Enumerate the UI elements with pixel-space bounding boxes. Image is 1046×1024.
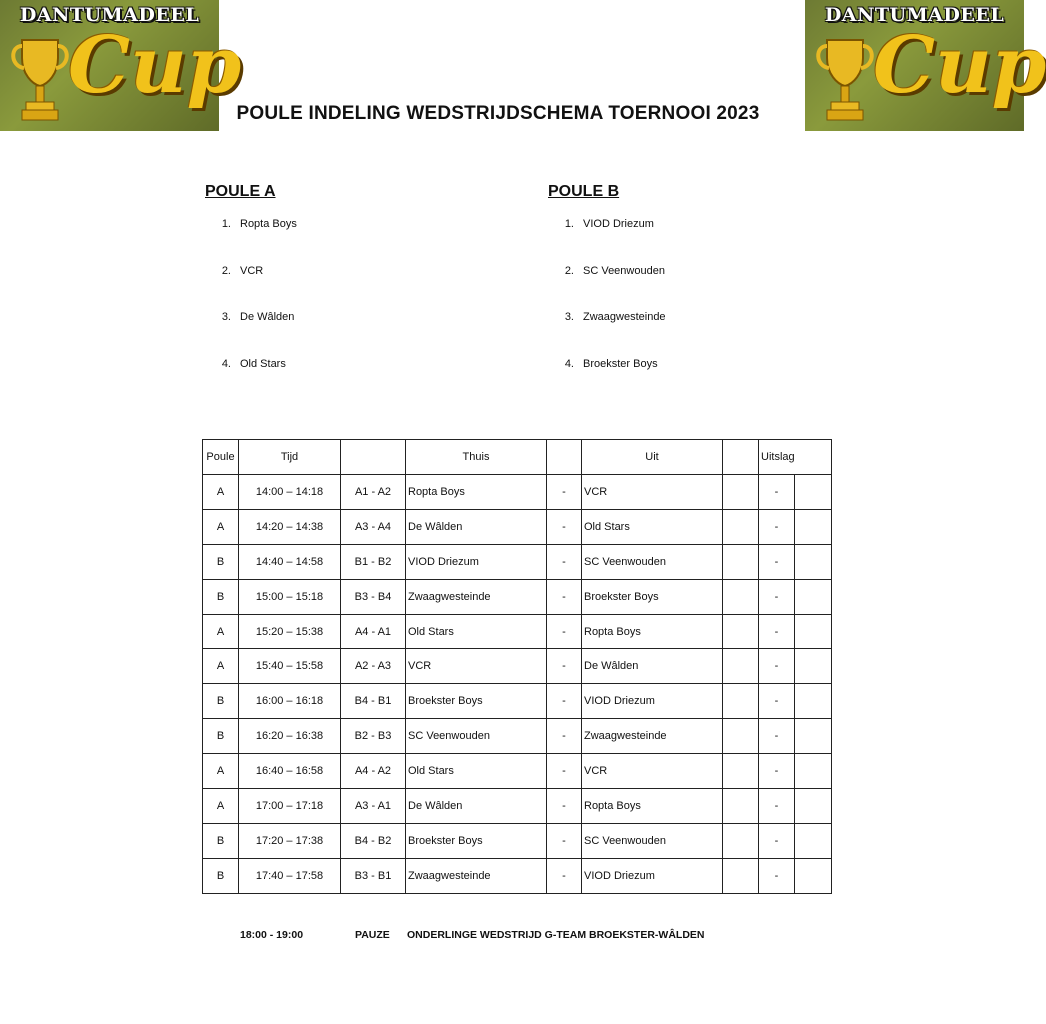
cell-tijd: 15:40 – 15:58 (239, 649, 341, 684)
cell-uit: De Wâlden (582, 649, 723, 684)
poule-a-team-list (205, 217, 505, 403)
pause-label: PAUZE (355, 929, 390, 941)
table-row (203, 789, 832, 824)
cell-uit: Old Stars (582, 509, 723, 544)
logo-banner-text: DANTUMADEEL (19, 4, 200, 26)
cell-poule: A (203, 475, 239, 510)
cell-uitslag: - (759, 649, 795, 684)
cell-tijd: 17:40 – 17:58 (239, 858, 341, 893)
cell-tijd: 14:20 – 14:38 (239, 509, 341, 544)
cell-poule: A (203, 649, 239, 684)
cell-separator: - (547, 858, 582, 893)
team-name: VCR (240, 264, 264, 277)
table-row (203, 858, 832, 893)
cell-separator: - (547, 475, 582, 510)
cell-separator: - (547, 823, 582, 858)
header-code (341, 440, 406, 475)
list-item: 2. VCR (221, 264, 264, 277)
cell-separator: - (547, 789, 582, 824)
cell-uitslag: - (759, 789, 795, 824)
cell-blank (723, 789, 759, 824)
cell-score-blank (795, 614, 832, 649)
poule-a-heading: POULE A (205, 183, 276, 200)
header-thuis: Thuis (406, 440, 547, 475)
cell-thuis: Ropta Boys (406, 475, 547, 510)
cell-separator: - (547, 579, 582, 614)
poule-b-section (548, 183, 848, 403)
cell-poule: A (203, 614, 239, 649)
table-header-row (203, 440, 832, 475)
cell-uit: Ropta Boys (582, 789, 723, 824)
cell-blank (723, 719, 759, 754)
cell-tijd: 17:00 – 17:18 (239, 789, 341, 824)
cell-uitslag: - (759, 719, 795, 754)
cell-uitslag: - (759, 684, 795, 719)
cell-thuis: SC Veenwouden (406, 719, 547, 754)
cell-match-code: B2 - B3 (341, 719, 406, 754)
table-row (203, 475, 832, 510)
header-tijd: Tijd (239, 440, 341, 475)
cell-score-blank (795, 684, 832, 719)
schedule-table (202, 439, 832, 894)
cell-thuis: De Wâlden (406, 789, 547, 824)
cell-match-code: B3 - B4 (341, 579, 406, 614)
cell-tijd: 17:20 – 17:38 (239, 823, 341, 858)
cell-score-blank (795, 858, 832, 893)
logo-script-text: Cup (68, 20, 242, 111)
list-item: 3. De Wâlden (221, 311, 295, 323)
list-item: 4. Old Stars (221, 357, 286, 370)
cell-score-blank (795, 823, 832, 858)
cell-thuis: Zwaagwesteinde (406, 858, 547, 893)
list-item: 3. Zwaagwesteinde (564, 311, 666, 323)
cell-thuis: Old Stars (406, 614, 547, 649)
table-row (203, 719, 832, 754)
list-item: 4. Broekster Boys (564, 357, 658, 370)
cell-thuis: VIOD Driezum (406, 544, 547, 579)
cell-uit: Broekster Boys (582, 579, 723, 614)
cell-score-blank (795, 754, 832, 789)
cell-score-blank (795, 649, 832, 684)
cell-thuis: Zwaagwesteinde (406, 579, 547, 614)
cell-separator: - (547, 649, 582, 684)
cell-separator: - (547, 719, 582, 754)
cell-blank (723, 614, 759, 649)
cell-score-blank (795, 509, 832, 544)
cell-uit: VIOD Driezum (582, 858, 723, 893)
cell-uit: Zwaagwesteinde (582, 719, 723, 754)
cell-uitslag: - (759, 614, 795, 649)
cell-poule: B (203, 544, 239, 579)
cell-score-blank (795, 579, 832, 614)
cell-separator: - (547, 509, 582, 544)
team-name: SC Veenwouden (583, 264, 665, 277)
cell-match-code: A3 - A1 (341, 789, 406, 824)
cell-thuis: VCR (406, 649, 547, 684)
poule-b-team-list (548, 217, 848, 403)
cell-match-code: B4 - B2 (341, 823, 406, 858)
cell-uit: SC Veenwouden (582, 823, 723, 858)
list-item: 2. SC Veenwouden (564, 264, 665, 277)
table-row (203, 509, 832, 544)
cell-blank (723, 579, 759, 614)
team-name: VIOD Driezum (583, 218, 654, 230)
cell-uitslag: - (759, 544, 795, 579)
cell-blank (723, 509, 759, 544)
table-row (203, 823, 832, 858)
cell-tijd: 16:00 – 16:18 (239, 684, 341, 719)
cell-blank (723, 754, 759, 789)
cell-uitslag: - (759, 754, 795, 789)
cell-tijd: 16:40 – 16:58 (239, 754, 341, 789)
team-name: Broekster Boys (583, 357, 658, 370)
cell-match-code: A3 - A4 (341, 509, 406, 544)
team-name: Old Stars (240, 357, 286, 370)
cell-poule: A (203, 509, 239, 544)
logo-banner-text: DANTUMADEEL (824, 4, 1005, 26)
page-title: POULE INDELING WEDSTRIJDSCHEMA TOERNOOI 2023 (236, 103, 760, 124)
cell-poule: A (203, 754, 239, 789)
pause-description: ONDERLINGE WEDSTRIJD G-TEAM BROEKSTER-WÂLDEN (407, 929, 705, 941)
table-row (203, 544, 832, 579)
cell-blank (723, 684, 759, 719)
header-uitslag: Uitslag (759, 440, 832, 475)
cell-match-code: A4 - A2 (341, 754, 406, 789)
cell-poule: B (203, 823, 239, 858)
cell-thuis: Broekster Boys (406, 684, 547, 719)
list-item: 1. VIOD Driezum (564, 218, 654, 230)
list-item: 1. Ropta Boys (221, 218, 297, 230)
pause-time: 18:00 - 19:00 (240, 929, 304, 941)
cell-match-code: A2 - A3 (341, 649, 406, 684)
cell-uit: VCR (582, 475, 723, 510)
table-row (203, 754, 832, 789)
table-row (203, 579, 832, 614)
team-name: Zwaagwesteinde (583, 311, 666, 323)
cell-tijd: 15:00 – 15:18 (239, 579, 341, 614)
cell-uit: VCR (582, 754, 723, 789)
cell-blank (723, 475, 759, 510)
cell-poule: A (203, 789, 239, 824)
team-name: De Wâlden (240, 311, 295, 323)
cell-blank (723, 823, 759, 858)
cell-tijd: 14:40 – 14:58 (239, 544, 341, 579)
cell-uitslag: - (759, 509, 795, 544)
cell-match-code: A4 - A1 (341, 614, 406, 649)
cell-tijd: 15:20 – 15:38 (239, 614, 341, 649)
poule-b-heading: POULE B (548, 183, 620, 200)
cell-poule: B (203, 579, 239, 614)
cell-poule: B (203, 719, 239, 754)
header-sep (547, 440, 582, 475)
cell-thuis: Broekster Boys (406, 823, 547, 858)
cell-score-blank (795, 789, 832, 824)
table-row (203, 614, 832, 649)
cell-poule: B (203, 858, 239, 893)
cell-score-blank (795, 544, 832, 579)
table-row (203, 649, 832, 684)
header-blank (723, 440, 759, 475)
cell-blank (723, 649, 759, 684)
cell-uit: Ropta Boys (582, 614, 723, 649)
cell-match-code: B4 - B1 (341, 684, 406, 719)
cell-match-code: B1 - B2 (341, 544, 406, 579)
cell-separator: - (547, 684, 582, 719)
cell-tijd: 14:00 – 14:18 (239, 475, 341, 510)
cell-match-code: B3 - B1 (341, 858, 406, 893)
cell-score-blank (795, 475, 832, 510)
cell-uitslag: - (759, 858, 795, 893)
cell-match-code: A1 - A2 (341, 475, 406, 510)
cell-uitslag: - (759, 475, 795, 510)
cell-blank (723, 858, 759, 893)
cell-thuis: Old Stars (406, 754, 547, 789)
cell-uit: SC Veenwouden (582, 544, 723, 579)
cell-uitslag: - (759, 823, 795, 858)
cell-poule: B (203, 684, 239, 719)
cell-tijd: 16:20 – 16:38 (239, 719, 341, 754)
team-name: Ropta Boys (240, 218, 297, 230)
cell-blank (723, 544, 759, 579)
cell-separator: - (547, 544, 582, 579)
cell-thuis: De Wâlden (406, 509, 547, 544)
header-poule: Poule (203, 440, 239, 475)
cell-uit: VIOD Driezum (582, 684, 723, 719)
table-row (203, 684, 832, 719)
cell-uitslag: - (759, 579, 795, 614)
poule-a-section (205, 183, 505, 403)
header-uit: Uit (582, 440, 723, 475)
cell-separator: - (547, 754, 582, 789)
cell-separator: - (547, 614, 582, 649)
cell-score-blank (795, 719, 832, 754)
logo-script-text: Cup (873, 20, 1046, 111)
